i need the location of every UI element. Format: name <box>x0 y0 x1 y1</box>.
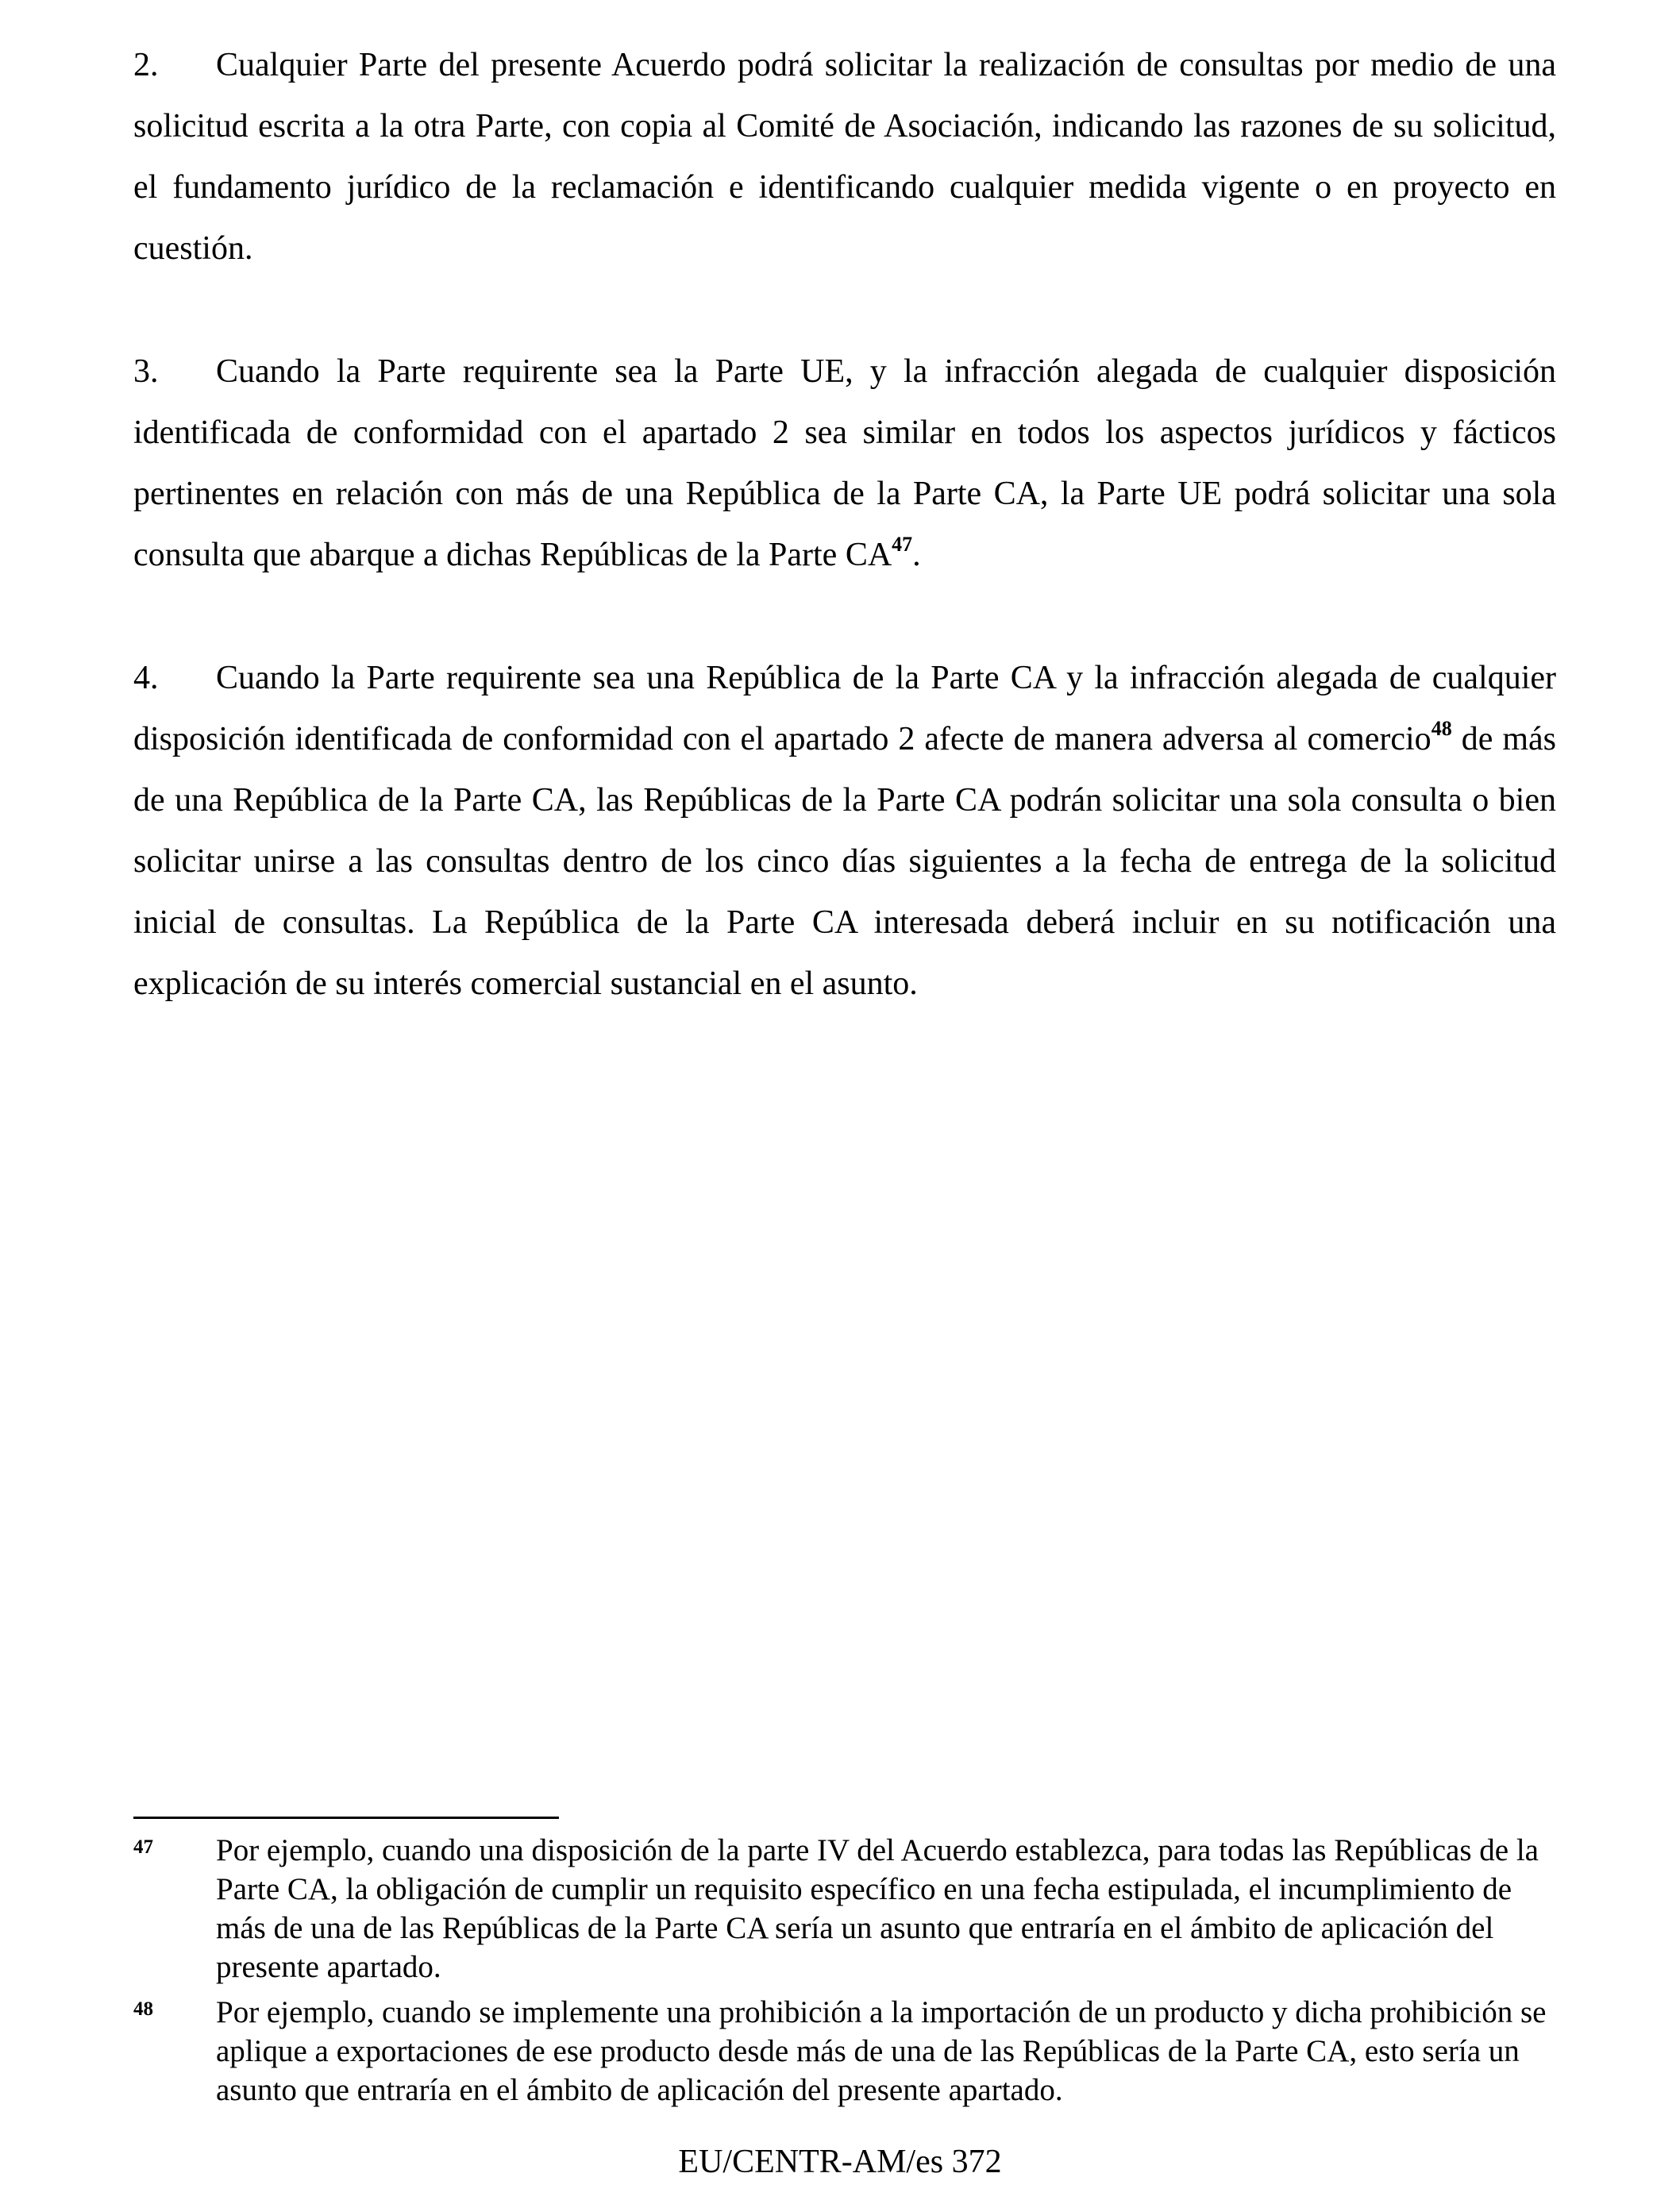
footnote-text: Por ejemplo, cuando se implemente una prohibición a la importación de un producto y dicha prohibición se aplique a exportaciones de ese producto desde más de una de las Repúblicas de la Parte CA, esto sería un asunto que entraría en el ámbito de aplicación del presente apartado. <box>216 1995 1547 2107</box>
paragraph-text-end: . <box>912 537 921 573</box>
page-footer-label: EU/CENTR-AM/es 372 <box>678 2144 1002 2180</box>
footnote-reference-47[interactable]: 47 <box>892 533 913 556</box>
footnote-47 <box>133 1831 1562 1986</box>
paragraph-text: Cuando la Parte requirente sea una República de la Parte CA y la infracción alegada de cualquier disposición identificada de conformidad con el apartado 2 afecte de manera adversa al comercio <box>133 660 1556 757</box>
paragraph-number: 3. <box>133 353 159 390</box>
paragraph-number: 4. <box>133 660 159 696</box>
paragraph-2 <box>133 35 1556 279</box>
footnote-number: 48 <box>133 1998 153 2020</box>
paragraph-number: 2. <box>133 47 159 83</box>
paragraph-text: Cuando la Parte requirente sea la Parte UE, y la infracción alegada de cualquier disposición identificada de conformidad con el apartado 2 sea similar en todos los aspectos jurídicos y fácticos pertinentes en relación con más de una República de la Parte CA, la Parte UE podrá solicitar una sola consulta que abarque a dichas Repúblicas de la Parte CA <box>133 353 1556 573</box>
paragraph-text: Cualquier Parte del presente Acuerdo podrá solicitar la realización de consultas por medio de una solicitud escrita a la otra Parte, con copia al Comité de Asociación, indicando las razones de su solicitud, el fundamento jurídico de la reclamación e identificando cualquier medida vigente o en proyecto en cuestión. <box>133 47 1556 267</box>
footnote-text: Por ejemplo, cuando una disposición de la parte IV del Acuerdo establezca, para todas las Repúblicas de la Parte CA, la obligación de cumplir un requisito específico en una fecha estipulada, el incumplimiento de más de una de las Repúblicas de la Parte CA sería un asunto que entraría en el ámbito de aplicación del presente apartado. <box>216 1833 1539 1984</box>
paragraph-3 <box>133 341 1556 586</box>
footnote-number: 47 <box>133 1836 153 1858</box>
paragraph-4 <box>133 648 1556 1015</box>
footnote-separator <box>133 1817 559 1819</box>
paragraph-text-end: de más de una República de la Parte CA, las Repúblicas de la Parte CA podrán solicitar una sola consulta o bien solicitar unirse a las consultas dentro de los cinco días siguientes a la fecha de entrega de la solicitud inicial de consultas. La República de la Parte CA interesada deberá incluir en su notificación una explicación de su interés comercial sustancial en el asunto. <box>133 721 1556 1002</box>
footnote-reference-48[interactable]: 48 <box>1431 717 1452 740</box>
footnote-48 <box>133 1993 1562 2110</box>
